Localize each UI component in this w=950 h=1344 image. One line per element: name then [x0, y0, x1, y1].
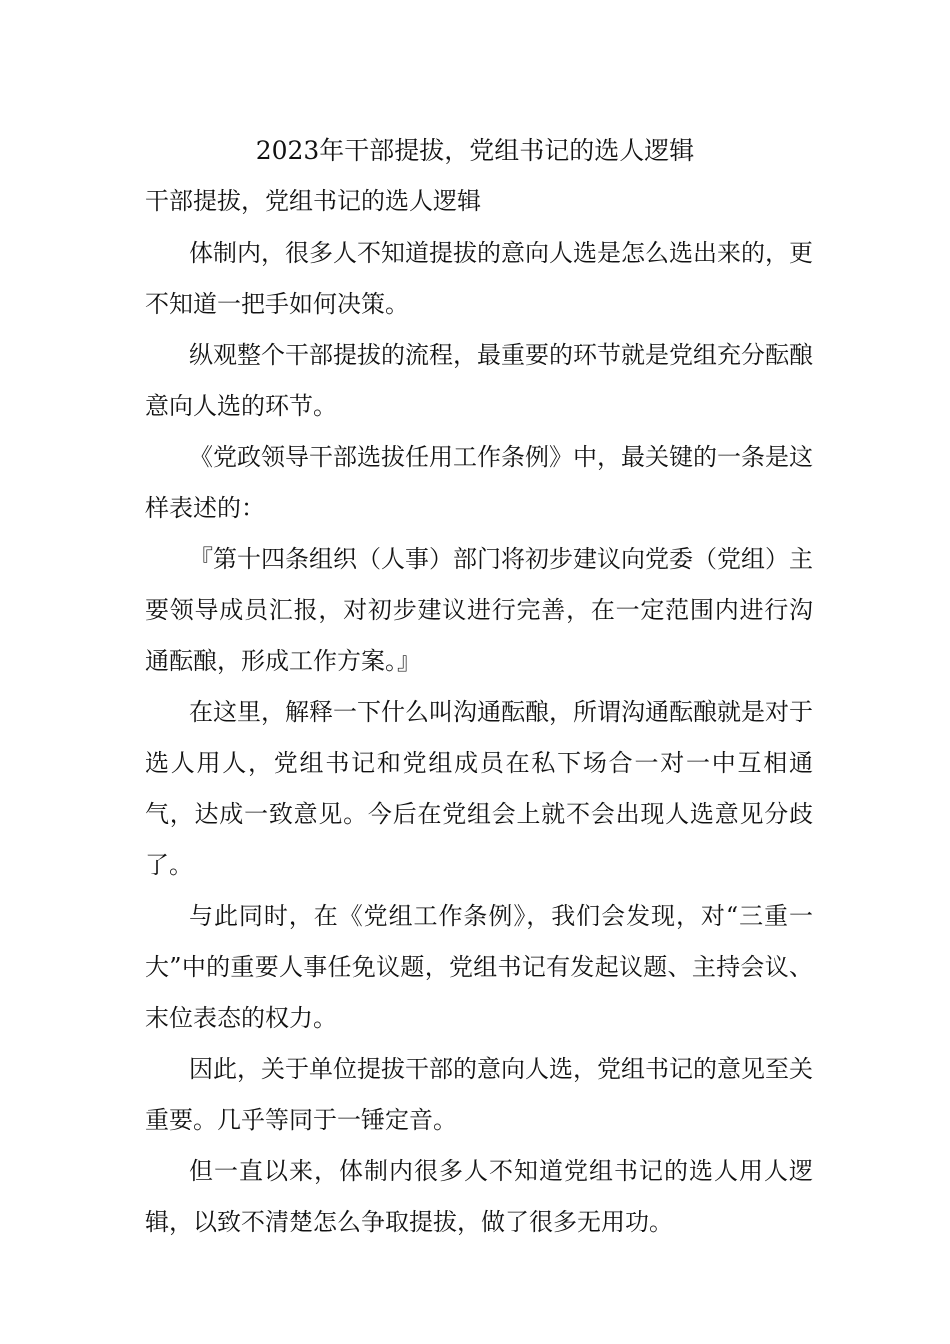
paragraph-4-quote: 『第十四条组织（人事）部门将初步建议向党委（党组）主要领导成员汇报，对初步建议进行完善，在一定范围内进行沟通酝酿，形成工作方案。』	[145, 545, 813, 675]
paragraph-7: 因此，关于单位提拔干部的意向人选，党组书记的意见至关重要。几乎等同于一锤定音。	[145, 1055, 813, 1134]
document-title: 2023年干部提拔，党组书记的选人逻辑	[255, 136, 695, 165]
document-subtitle: 干部提拔，党组书记的选人逻辑	[145, 187, 481, 215]
document-body	[145, 228, 813, 1248]
paragraph-6: 与此同时，在《党组工作条例》，我们会发现，对“三重一大”中的重要人事任免议题，党组书记有发起议题、主持会议、末位表态的权力。	[145, 902, 813, 1032]
paragraph-3: 《党政领导干部选拔任用工作条例》中，最关键的一条是这样表述的：	[145, 443, 813, 522]
paragraph-5: 在这里，解释一下什么叫沟通酝酿，所谓沟通酝酿就是对于选人用人，党组书记和党组成员在私下场合一对一中互相通气，达成一致意见。今后在党组会上就不会出现人选意见分歧了。	[145, 698, 813, 879]
paragraph-8: 但一直以来，体制内很多人不知道党组书记的选人用人逻辑，以致不清楚怎么争取提拔，做了很多无用功。	[145, 1157, 813, 1236]
paragraph-2: 纵观整个干部提拔的流程，最重要的环节就是党组充分酝酿意向人选的环节。	[145, 341, 813, 420]
paragraph-1: 体制内，很多人不知道提拔的意向人选是怎么选出来的，更不知道一把手如何决策。	[145, 239, 813, 318]
